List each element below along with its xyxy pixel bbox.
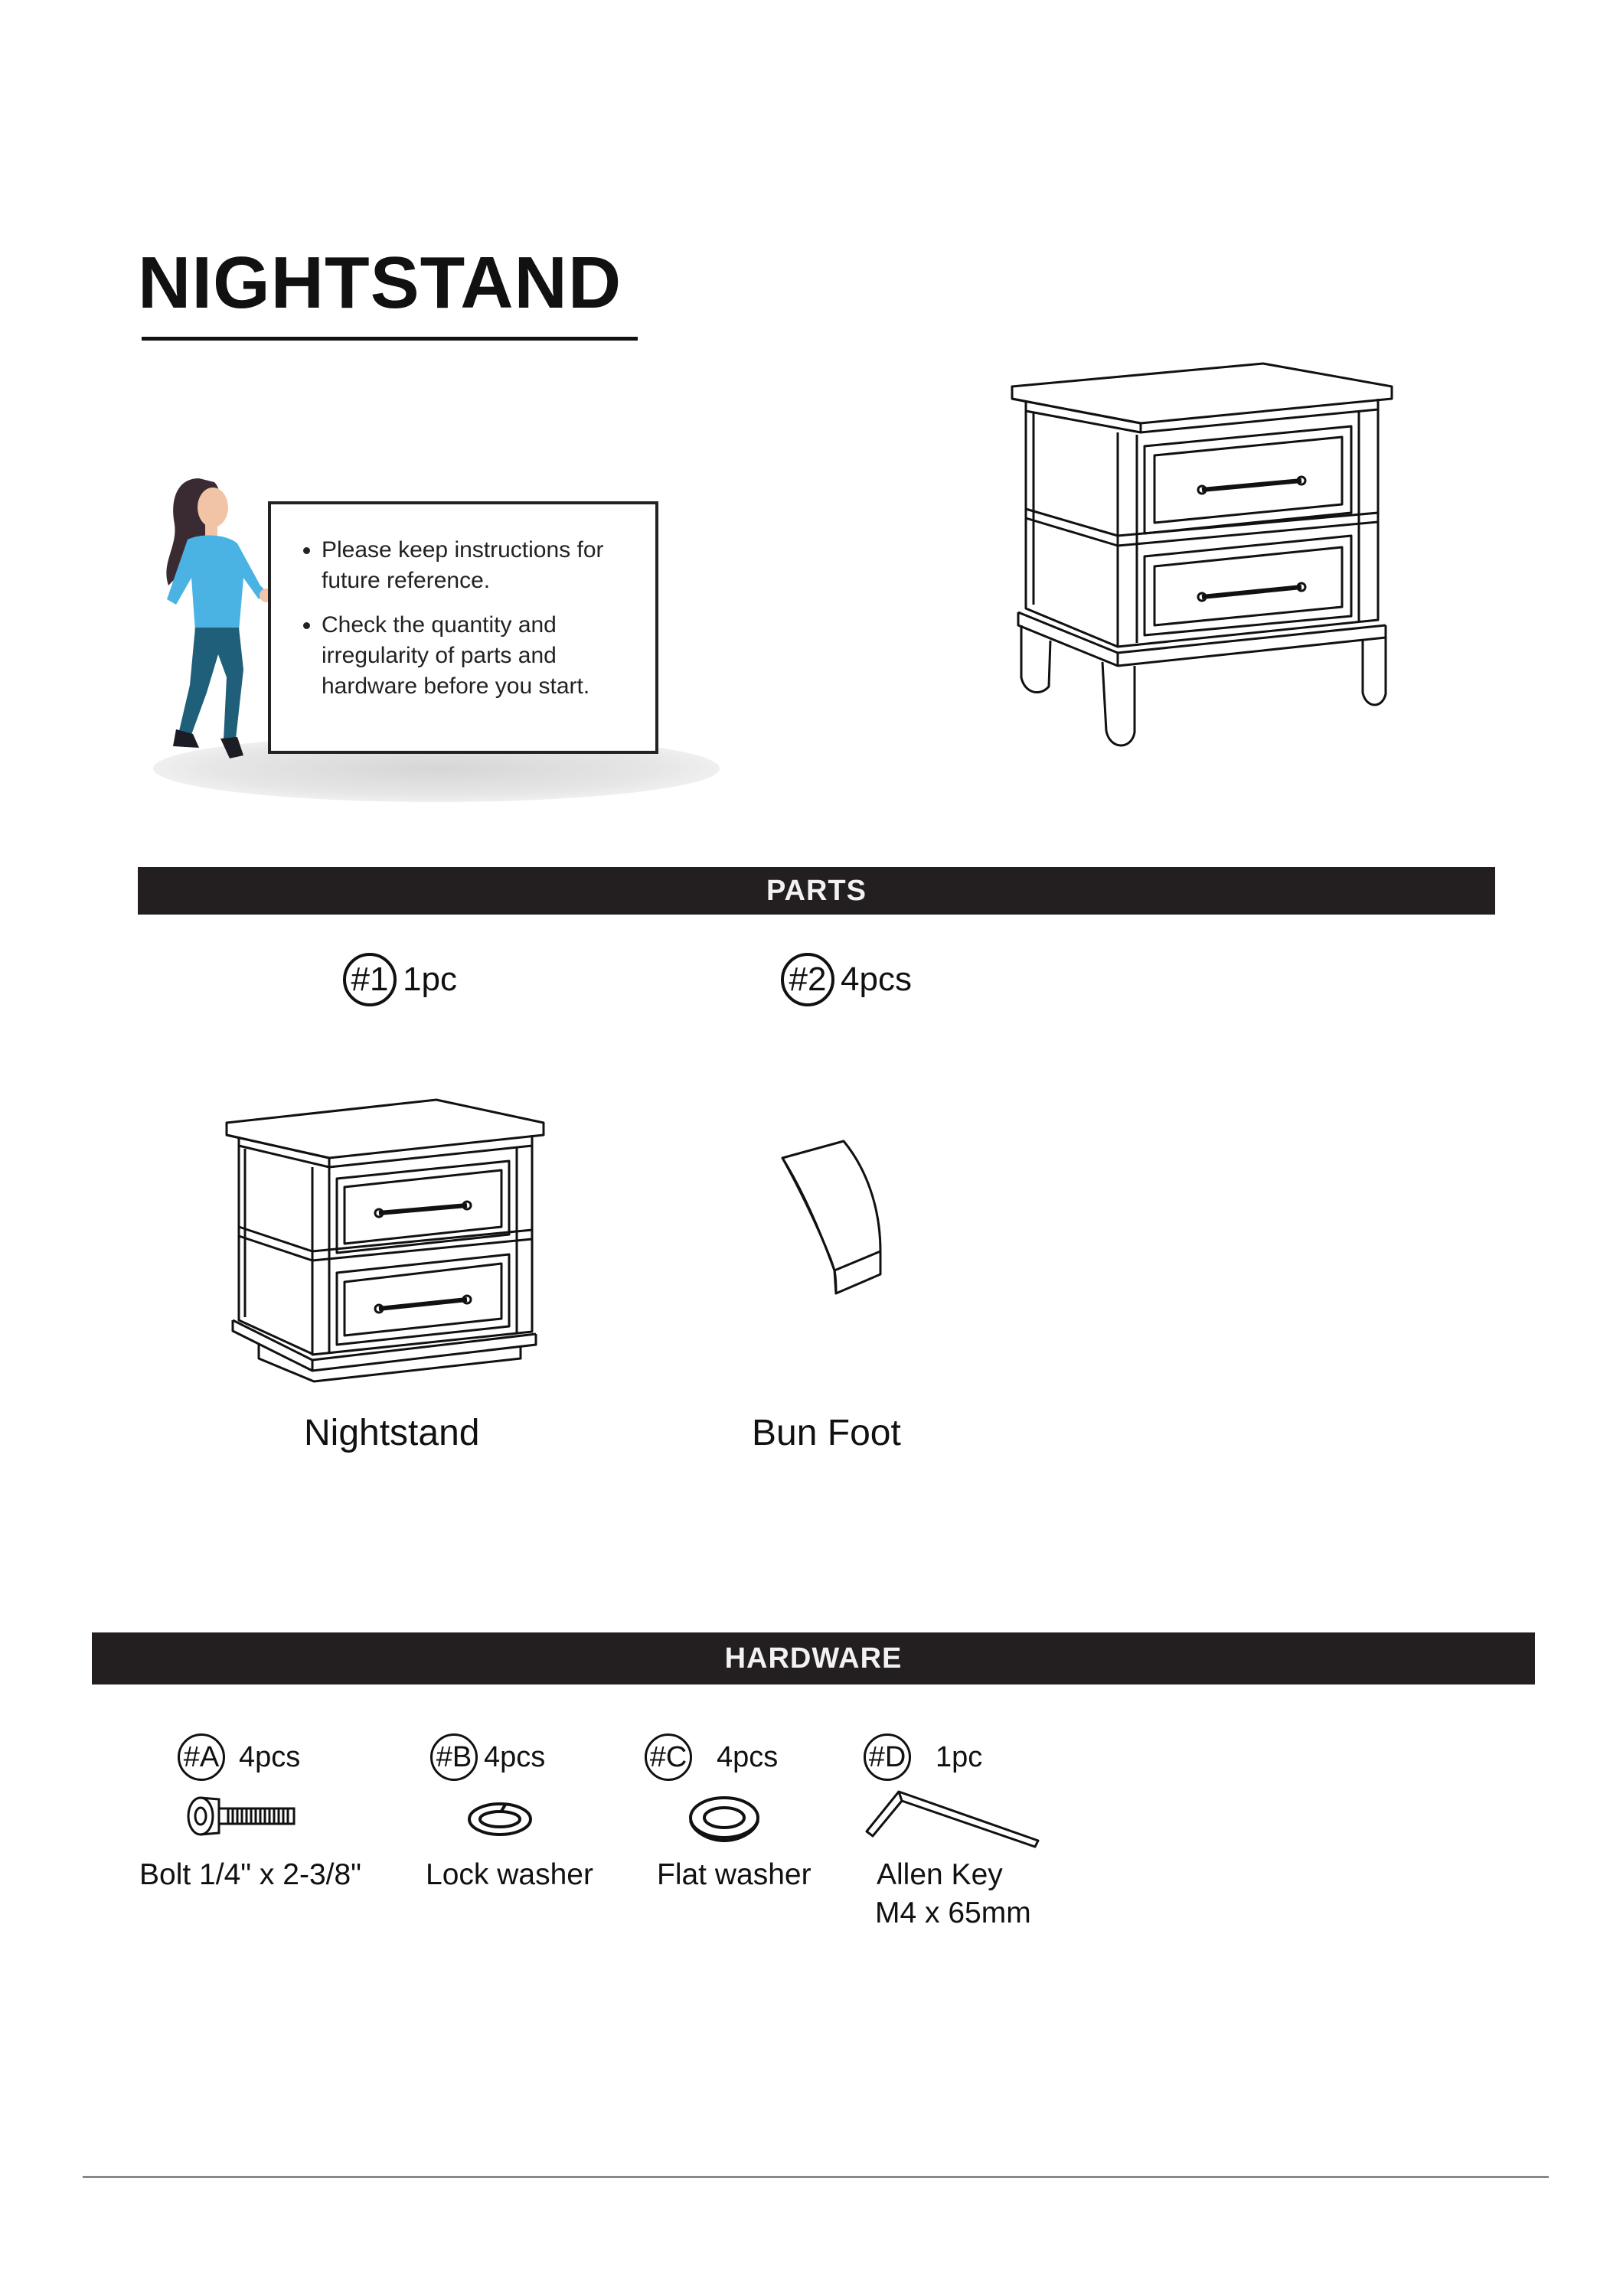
hardware-id-badge: #C bbox=[645, 1733, 692, 1781]
part-qty: 1pc bbox=[403, 960, 457, 998]
hardware-a-label bbox=[178, 1733, 300, 1781]
hardware-qty: 4pcs bbox=[239, 1741, 301, 1773]
notice-list bbox=[299, 535, 638, 702]
hardware-c-name: Flat washer bbox=[657, 1858, 812, 1891]
notice-item: • Please keep instructions for future reference. bbox=[322, 535, 638, 596]
hardware-b-label bbox=[430, 1733, 545, 1781]
part-1-name: Nightstand bbox=[304, 1413, 480, 1453]
flat-washer-icon bbox=[687, 1795, 761, 1844]
part-1-label bbox=[343, 953, 457, 1006]
footer-divider bbox=[83, 2176, 1549, 2178]
part-id-badge: #1 bbox=[343, 953, 397, 1006]
hardware-qty: 1pc bbox=[936, 1741, 983, 1773]
hardware-id-badge: #A bbox=[178, 1733, 225, 1781]
hardware-c-label bbox=[645, 1733, 778, 1781]
hardware-d-spec: M4 x 65mm bbox=[875, 1896, 1031, 1929]
part-qty: 4pcs bbox=[841, 960, 912, 998]
bun-foot-illustration bbox=[773, 1137, 900, 1297]
hardware-id-badge: #D bbox=[864, 1733, 911, 1781]
hardware-id-badge: #B bbox=[430, 1733, 478, 1781]
part-2-name: Bun Foot bbox=[752, 1413, 901, 1453]
page-title: NIGHTSTAND bbox=[138, 242, 622, 324]
hardware-qty: 4pcs bbox=[717, 1741, 779, 1773]
allen-key-icon bbox=[865, 1787, 1041, 1848]
hardware-d-label bbox=[864, 1733, 982, 1781]
bolt-icon bbox=[182, 1795, 297, 1838]
hardware-qty: 4pcs bbox=[484, 1741, 546, 1773]
nightstand-part-illustration bbox=[222, 1091, 551, 1381]
parts-section-header: PARTS bbox=[138, 867, 1495, 915]
notice-item: • Check the quantity and irregularity of parts and hardware before you start. bbox=[322, 610, 638, 702]
hardware-b-name: Lock washer bbox=[426, 1858, 593, 1891]
part-id-badge: #2 bbox=[781, 953, 834, 1006]
instructions-notice bbox=[268, 501, 658, 754]
lock-washer-icon bbox=[465, 1800, 534, 1838]
title-underline bbox=[142, 337, 638, 341]
hardware-a-name: Bolt 1/4" x 2-3/8" bbox=[139, 1858, 362, 1891]
hardware-section-header: HARDWARE bbox=[92, 1632, 1535, 1684]
part-2-label bbox=[781, 953, 912, 1006]
assembled-nightstand-illustration bbox=[1003, 356, 1401, 762]
hardware-d-name: Allen Key bbox=[877, 1858, 1003, 1891]
